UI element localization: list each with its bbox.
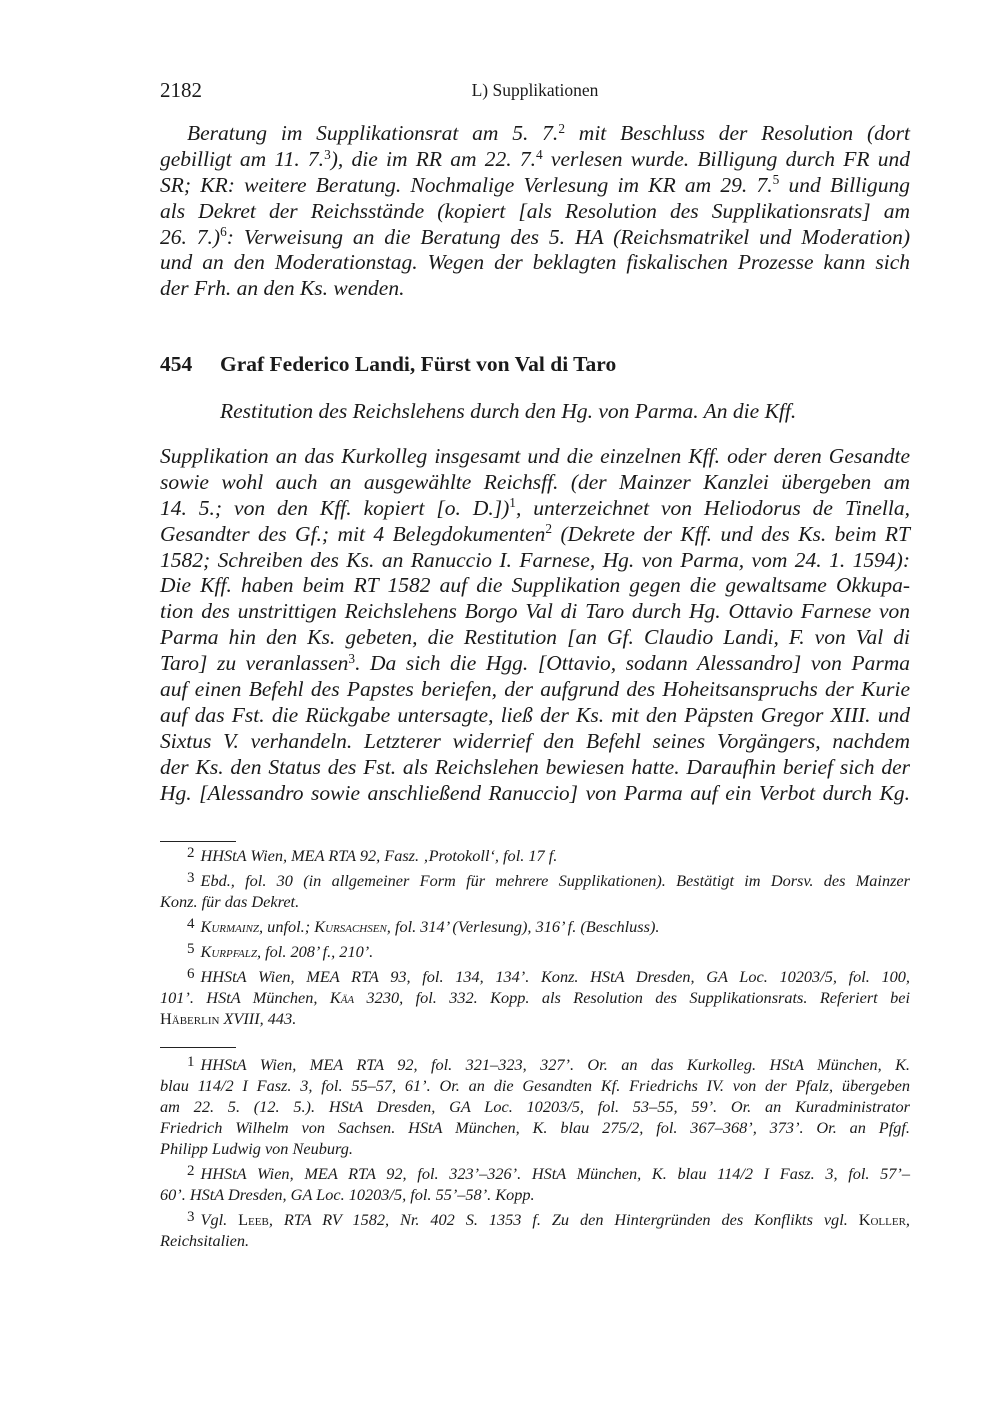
text-run: HHStA Wien, MEA RTA 92, fol. 321–323, 327’. Or. an das Kurkolleg. HStA München, K. [200, 1055, 910, 1074]
text-line [160, 916, 910, 937]
text-line [160, 1008, 910, 1029]
text-run: verlesen wurde. Billigung durch FR und [542, 146, 910, 171]
footnote-2 [160, 845, 910, 866]
text-run: am 22. 5. (12. 5.). HStA Dresden, GA Loc. 10203/5, fol. 53–55, 59’. Or. an Kuradministrator [160, 1097, 910, 1116]
text-line [160, 1054, 910, 1075]
footnote-reference: 4 [536, 146, 543, 162]
footnote-2 [160, 1163, 910, 1205]
text-line [160, 496, 910, 522]
text-line [160, 1117, 910, 1138]
text-line [160, 625, 910, 651]
footnote-reference: 2 [558, 120, 565, 136]
text-run: auf einen Befehl des Papstes beriefen, der aufgrund des Hoheitsanspruchs der Kurie [160, 677, 910, 702]
text-run: 101’. HStA München, [160, 988, 330, 1007]
text-line [160, 147, 910, 173]
text-run: Reichsitalien. [160, 1231, 250, 1250]
text-run: 3230, fol. 332. Kopp. als Resolution des Supplikationsrats. Referiert bei [354, 988, 910, 1007]
text-run: Philipp Ludwig von Neuburg. [160, 1139, 353, 1158]
text-run: tion des unstrittigen Reichslehens Borgo Val di Taro durch Hg. Ottavio Farnese von [160, 599, 910, 624]
paragraph-previous-entry [160, 121, 910, 302]
text-run: Taro] zu veranlassen [160, 651, 349, 676]
text-line [160, 651, 910, 677]
text-line [160, 987, 910, 1008]
footnote-number: 2 [187, 1163, 195, 1179]
footnote-reference: 6 [220, 224, 227, 240]
text-run: Beratung im Supplikationsrat am 5. 7. [187, 121, 559, 145]
entry-heading [160, 352, 616, 377]
text-run: Gesandter des Gf.; mit 4 Belegdokumenten [160, 521, 546, 546]
text-line [160, 470, 910, 496]
footnote-reference: 3 [324, 146, 331, 162]
page-number: 2182 [160, 78, 202, 102]
footnotes-previous-entry [160, 845, 910, 1033]
footnote-5 [160, 941, 910, 962]
text-line [160, 941, 910, 962]
entry-number: 454 [160, 352, 193, 376]
footnote-3 [160, 1209, 910, 1251]
text-line [160, 703, 910, 729]
author-name: Koller [858, 1210, 906, 1229]
text-line [160, 250, 910, 276]
text-run: Die Kff. haben beim RT 1582 auf die Supplikation gegen die gewaltsame Okkupa- [160, 573, 910, 598]
text-run: mit Beschluss der Resolution (dort [564, 121, 910, 145]
text-line [160, 1075, 910, 1096]
footnote-reference: 2 [545, 521, 553, 537]
author-name: Häberlin [160, 1009, 220, 1028]
text-line [160, 173, 910, 199]
text-run: HHStA Wien, MEA RTA 92, Fasz. ‚Protokoll‘, fol. 17 f. [200, 846, 558, 865]
text-run: 60’. HStA Dresden, GA Loc. 10203/5, fol. 55’–58’. Kopp. [160, 1185, 535, 1204]
text-run: Friedrich Wilhelm von Sachsen. HStA München, K. blau 275/2, fol. 367–368’, 373’. Or. an Pfgf. [160, 1118, 910, 1137]
text-line [160, 276, 910, 302]
text-line [160, 548, 910, 574]
text-run: : Verweisung an die Beratung des 5. HA (Reichsmatrikel und Moderation) [226, 224, 910, 249]
text-run: Hg. [Alessandro sowie anschließend Ranuccio] von Parma auf ein Verbot durch Kg. [160, 780, 910, 805]
footnote-number: 1 [187, 1054, 195, 1070]
text-line [160, 573, 910, 599]
text-line [160, 599, 910, 625]
footnote-reference: 1 [509, 495, 516, 511]
text-run: Vgl. [200, 1210, 239, 1229]
text-line [160, 522, 910, 548]
footnote-number: 5 [187, 941, 195, 957]
footnote-rule [160, 841, 236, 842]
text-run: Parma hin den Ks. gebeten, die Restitution [an Gf. Claudio Landi, F. von Val di [160, 625, 910, 650]
footnote-rule [160, 1047, 236, 1048]
entry-title: Graf Federico Landi, Fürst von Val di Taro [220, 352, 617, 376]
text-run: der Ks. den Status des Fst. als Reichslehen bewiesen hatte. Daraufhin berief sich der [160, 754, 910, 779]
text-run: ), die im RR am 22. 7. [330, 146, 537, 171]
text-line [160, 1230, 910, 1251]
text-line [160, 1184, 910, 1205]
text-line [160, 677, 910, 703]
source-abbreviation: Kursachsen [314, 917, 387, 936]
text-line [160, 755, 910, 781]
source-abbreviation: Kurpfalz [200, 942, 257, 961]
text-run: , unterzeichnet von Heliodorus de Tinella, [515, 495, 910, 520]
text-run: blau 114/2 I Fasz. 3, fol. 55–57, 61’. Or. an die Gesandten Kf. Friedrichs IV. von der Pfalz, übergeben [160, 1076, 910, 1095]
paragraph-entry-summary [160, 444, 910, 806]
text-run: . Da sich die Hgg. [Ottavio, sodann Alessandro] von Parma [355, 651, 910, 676]
text-run: Ebd., fol. 30 (in allgemeiner Form für mehrere Supplikationen). Bestätigt im Dorsv. des Mainzer [200, 871, 910, 890]
text-run: , fol. 208’ f., 210’. [257, 942, 374, 961]
page-header [160, 78, 910, 106]
text-run: , [905, 1210, 910, 1229]
text-line [160, 121, 910, 147]
text-run: gebilligt am 11. 7. [160, 146, 325, 171]
text-run: auf das Fst. die Rückgabe untersagte, ließ der Ks. mit den Päpsten Gregor XIII. und [160, 702, 910, 727]
text-run: und an den Moderationstag. Wegen der beklagten fiskalischen Prozesse kann sich [160, 250, 910, 275]
footnote-reference: 3 [348, 650, 356, 666]
text-run: XVIII, 443. [219, 1009, 297, 1028]
text-line [160, 1096, 910, 1117]
author-name: Leeb [238, 1210, 269, 1229]
text-run: SR; KR: weitere Beratung. Nochmalige Verlesung im KR am 29. 7. [160, 172, 773, 197]
text-line [160, 444, 910, 470]
text-run: Supplikation an das Kurkolleg insgesamt und die einzelnen Kff. oder deren Gesandte [160, 444, 910, 468]
text-run: 1582; Schreiben des Ks. an Ranuccio I. Farnese, Hg. von Parma, vom 24. 1. 1594): [160, 547, 910, 572]
text-run: , fol. 314’ (Verlesung), 316’ f. (Beschluss). [386, 917, 660, 936]
text-run: der Frh. an den Ks. wenden. [160, 276, 405, 301]
text-run: Konz. für das Dekret. [160, 892, 300, 911]
text-run: sowie wohl auch an ausgewählte Reichsff. (der Mainzer Kanzlei übergeben am [160, 469, 910, 494]
entry-subtitle: Restitution des Reichslehens durch den Hg. von Parma. An die Kff. [220, 399, 797, 423]
text-run: HHStA Wien, MEA RTA 93, fol. 134, 134’. Konz. HStA Dresden, GA Loc. 10203/5, fol. 100, [200, 967, 910, 986]
text-run: 26. 7.) [160, 224, 221, 249]
text-run: und Billigung [779, 172, 910, 197]
text-run: (Dekrete der Kff. und des Ks. beim RT [552, 521, 910, 546]
text-line [160, 1138, 910, 1159]
source-abbreviation: Kurmainz [200, 917, 260, 936]
text-run: HHStA Wien, MEA RTA 92, fol. 323’–326’. HStA München, K. blau 114/2 I Fasz. 3, fol. 57’– [200, 1164, 910, 1183]
text-line [160, 729, 910, 755]
text-line [160, 1209, 910, 1230]
text-run: , unfol.; [259, 917, 315, 936]
footnote-reference: 5 [772, 172, 780, 188]
text-line [160, 199, 910, 225]
footnote-number: 2 [187, 845, 195, 861]
running-title: L) Supplikationen [471, 80, 599, 100]
footnote-number: 3 [187, 870, 195, 886]
text-run: , RTA RV 1582, Nr. 402 S. 1353 f. Zu den Hintergründen des Konflikts vgl. [268, 1210, 859, 1229]
footnote-number: 4 [187, 916, 195, 932]
text-line [160, 966, 910, 987]
text-line [160, 891, 910, 912]
footnote-number: 3 [187, 1209, 195, 1225]
text-run: als Dekret der Reichsstände (kopiert [als Resolution des Supplikationsrats] am [160, 198, 910, 223]
text-line [160, 781, 910, 807]
text-run: 14. 5.; von den Kff. kopiert [o. D.]) [160, 495, 510, 520]
footnote-number: 6 [187, 966, 195, 982]
footnote-1 [160, 1054, 910, 1159]
footnotes-entry [160, 1054, 910, 1255]
text-line [160, 845, 910, 866]
footnote-3 [160, 870, 910, 912]
text-line [160, 1163, 910, 1184]
text-line [160, 870, 910, 891]
footnote-4 [160, 916, 910, 937]
source-abbreviation: Käa [329, 988, 355, 1007]
text-line [160, 225, 910, 251]
footnote-6 [160, 966, 910, 1029]
text-run: Sixtus V. verhandeln. Letzterer widerrief den Befehl seines Vorgängers, nachdem [160, 728, 910, 753]
